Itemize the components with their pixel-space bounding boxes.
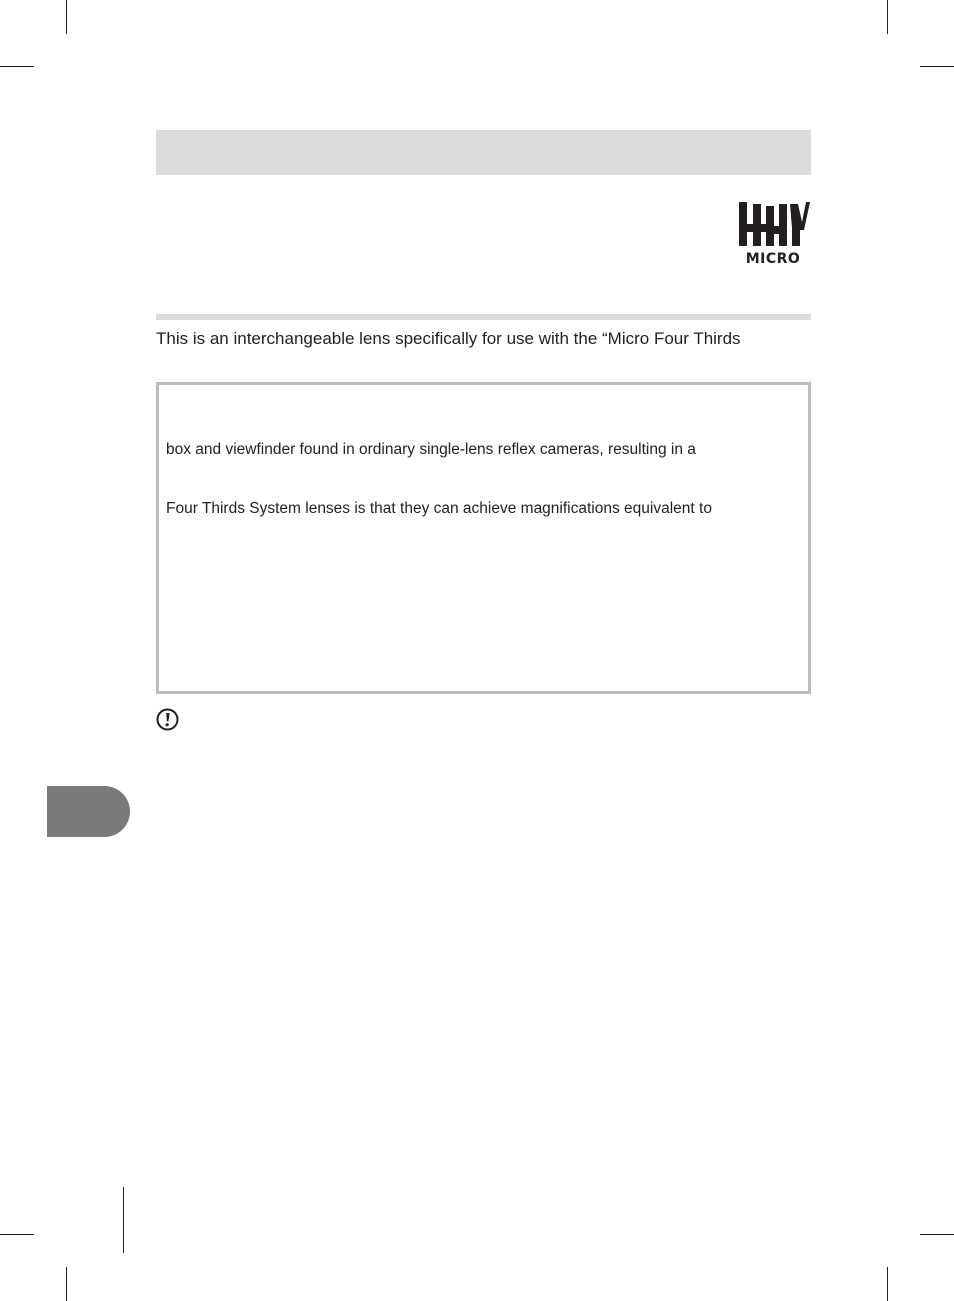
section-header-band <box>156 130 811 175</box>
micro-four-thirds-logo <box>736 200 810 270</box>
crop-mark <box>920 66 954 67</box>
crop-mark <box>0 66 34 67</box>
caution-icon <box>156 708 179 731</box>
crop-mark <box>0 1234 34 1235</box>
info-box <box>156 382 811 694</box>
intro-text: This is an interchangeable lens specifically for use with the “Micro Four Thirds <box>156 329 741 348</box>
crop-mark <box>920 1234 954 1235</box>
chapter-side-tab <box>47 786 130 837</box>
crop-mark <box>66 1267 67 1301</box>
info-line: Four Thirds System lenses is that they can achieve magnifications equivalent to <box>166 500 712 517</box>
info-line: box and viewfinder found in ordinary single-lens reflex cameras, resulting in a <box>166 441 696 458</box>
crop-mark <box>123 1187 124 1253</box>
crop-mark <box>66 0 67 34</box>
micro-four-thirds-mark-icon <box>736 200 810 250</box>
section-divider <box>156 314 811 320</box>
crop-mark <box>887 0 888 34</box>
logo-label: MICRO <box>745 251 801 267</box>
crop-mark <box>887 1267 888 1301</box>
